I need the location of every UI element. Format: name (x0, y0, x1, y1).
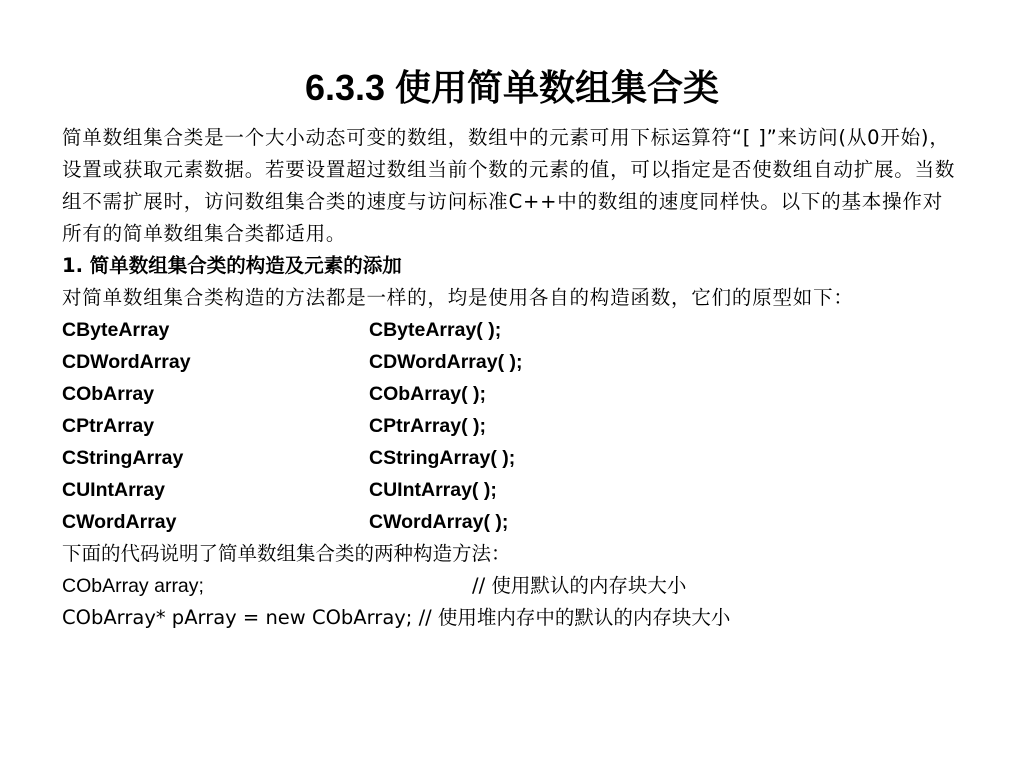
class-constructor: CDWordArray( ); (369, 351, 523, 373)
class-constructor: CObArray( ); (369, 383, 487, 405)
class-row (62, 474, 962, 506)
slide-body (62, 122, 962, 634)
class-table (62, 314, 962, 538)
class-constructor: CStringArray( ); (369, 447, 516, 469)
class-row (62, 314, 962, 346)
class-name: CWordArray (62, 511, 177, 533)
example-code: CObArray array; (62, 575, 204, 597)
class-constructor: CWordArray( ); (369, 511, 509, 533)
intro-paragraph: 简单数组集合类是一个大小动态可变的数组，数组中的元素可用下标运算符“[ ]”来访问(从0开始)，设置或获取元素数据。若要设置超过数组当前个数的元素的值，可以指定是否使数组自动扩展。当数组不需扩展时，访问数组集合类的速度与访问标准C++中的数组的速度同样快。以下的基本操作对所有的简单数组集合类都适用。 (62, 126, 956, 245)
class-row (62, 410, 962, 442)
class-name: CStringArray (62, 447, 184, 469)
class-row (62, 442, 962, 474)
class-name: CDWordArray (62, 351, 191, 373)
class-row (62, 346, 962, 378)
example-comment: // 使用默认的内存块大小 (472, 574, 687, 597)
class-constructor: CPtrArray( ); (369, 415, 487, 437)
class-name: CPtrArray (62, 415, 155, 437)
class-row (62, 378, 962, 410)
class-constructor: CByteArray( ); (369, 319, 502, 341)
example-intro: 下面的代码说明了简单数组集合类的两种构造方法： (62, 542, 511, 565)
class-constructor: CUIntArray( ); (369, 479, 497, 501)
class-name: CUIntArray (62, 479, 165, 501)
class-name: CByteArray (62, 319, 170, 341)
section-heading: 1. 简单数组集合类的构造及元素的添加 (62, 254, 402, 277)
example-line-1 (62, 570, 962, 602)
section-paragraph: 对简单数组集合类构造的方法都是一样的，均是使用各自的构造函数，它们的原型如下： (62, 286, 854, 309)
example-line-2: CObArray* pArray = new CObArray; // 使用堆内存中的默认的内存块大小 (62, 606, 731, 629)
class-name: CObArray (62, 383, 155, 405)
class-row (62, 506, 962, 538)
slide-title: 6.3.3 使用简单数组集合类 (304, 67, 720, 108)
